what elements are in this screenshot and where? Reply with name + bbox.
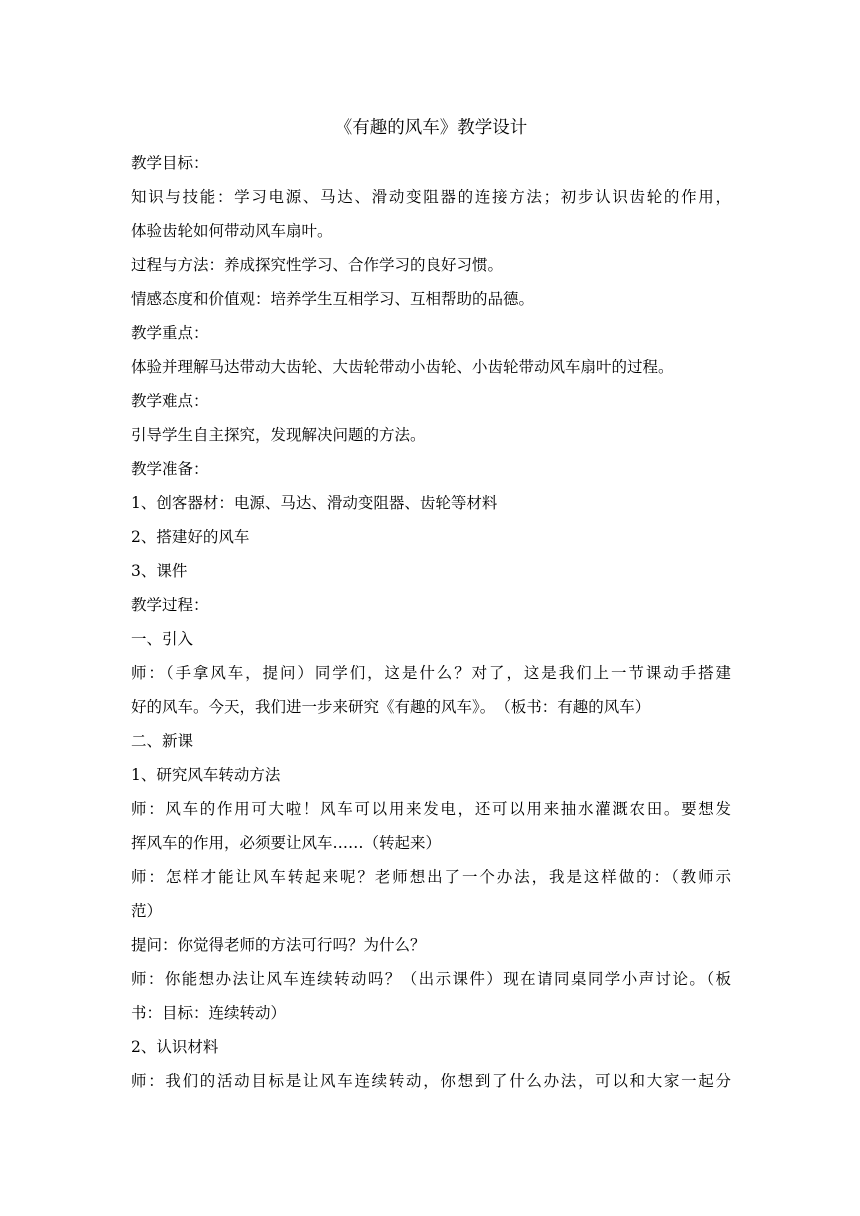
section-heading-objectives: 教学目标：: [131, 154, 209, 172]
section-heading-difficulties: 教学难点：: [131, 392, 209, 410]
subsection-heading: 2、认识材料: [131, 1038, 219, 1056]
list-item: 2、搭建好的风车: [131, 528, 250, 546]
subsection-heading: 一、引入: [131, 630, 194, 648]
section-heading-key-points: 教学重点：: [131, 324, 209, 342]
document-title: 《有趣的风车》教学设计: [334, 118, 528, 138]
list-item: 1、创客器材：电源、马达、滑动变阻器、齿轮等材料: [131, 494, 498, 512]
paragraph-line: 范）: [131, 902, 163, 920]
subsection-heading: 二、新课: [131, 732, 194, 750]
paragraph-line: 体验齿轮如何带动风车扇叶。: [131, 222, 333, 240]
paragraph-line: 引导学生自主探究，发现解决问题的方法。: [131, 426, 426, 444]
paragraph-line: 体验并理解马达带动大齿轮、大齿轮带动小齿轮、小齿轮带动风车扇叶的过程。: [131, 358, 674, 376]
paragraph-line: 师：我们的活动目标是让风车连续转动，你想到了什么办法，可以和大家一起分: [131, 1072, 731, 1090]
paragraph-line: 挥风车的作用，必须要让风车……（转起来）: [131, 834, 442, 852]
paragraph-line: 知识与技能：学习电源、马达、滑动变阻器的连接方法；初步认识齿轮的作用，: [131, 188, 731, 206]
paragraph-line: 师：（手拿风车，提问）同学们，这是什么？对了，这是我们上一节课动手搭建: [131, 664, 731, 682]
section-heading-preparation: 教学准备：: [131, 460, 209, 478]
subsection-heading: 1、研究风车转动方法: [131, 766, 281, 784]
paragraph-line: 情感态度和价值观：培养学生互相学习、互相帮助的品德。: [131, 290, 535, 308]
paragraph-line: 师：风车的作用可大啦！风车可以用来发电，还可以用来抽水灌溉农田。要想发: [131, 800, 731, 818]
paragraph-line: 过程与方法：养成探究性学习、合作学习的良好习惯。: [131, 256, 504, 274]
paragraph-line: 提问：你觉得老师的方法可行吗？为什么？: [131, 936, 426, 954]
paragraph-line: 师：你能想办法让风车连续转动吗？（出示课件）现在请同桌同学小声讨论。（板: [131, 970, 731, 988]
paragraph-line: 好的风车。今天，我们进一步来研究《有趣的风车》。 （板书：有趣的风车）: [131, 698, 651, 716]
list-item: 3、课件: [131, 562, 188, 580]
section-heading-process: 教学过程：: [131, 596, 209, 614]
paragraph-line: 师：怎样才能让风车转起来呢？老师想出了一个办法，我是这样做的：（教师示: [131, 868, 731, 886]
document-body: [131, 113, 731, 1098]
paragraph-line: 书：目标：连续转动）: [131, 1004, 287, 1022]
